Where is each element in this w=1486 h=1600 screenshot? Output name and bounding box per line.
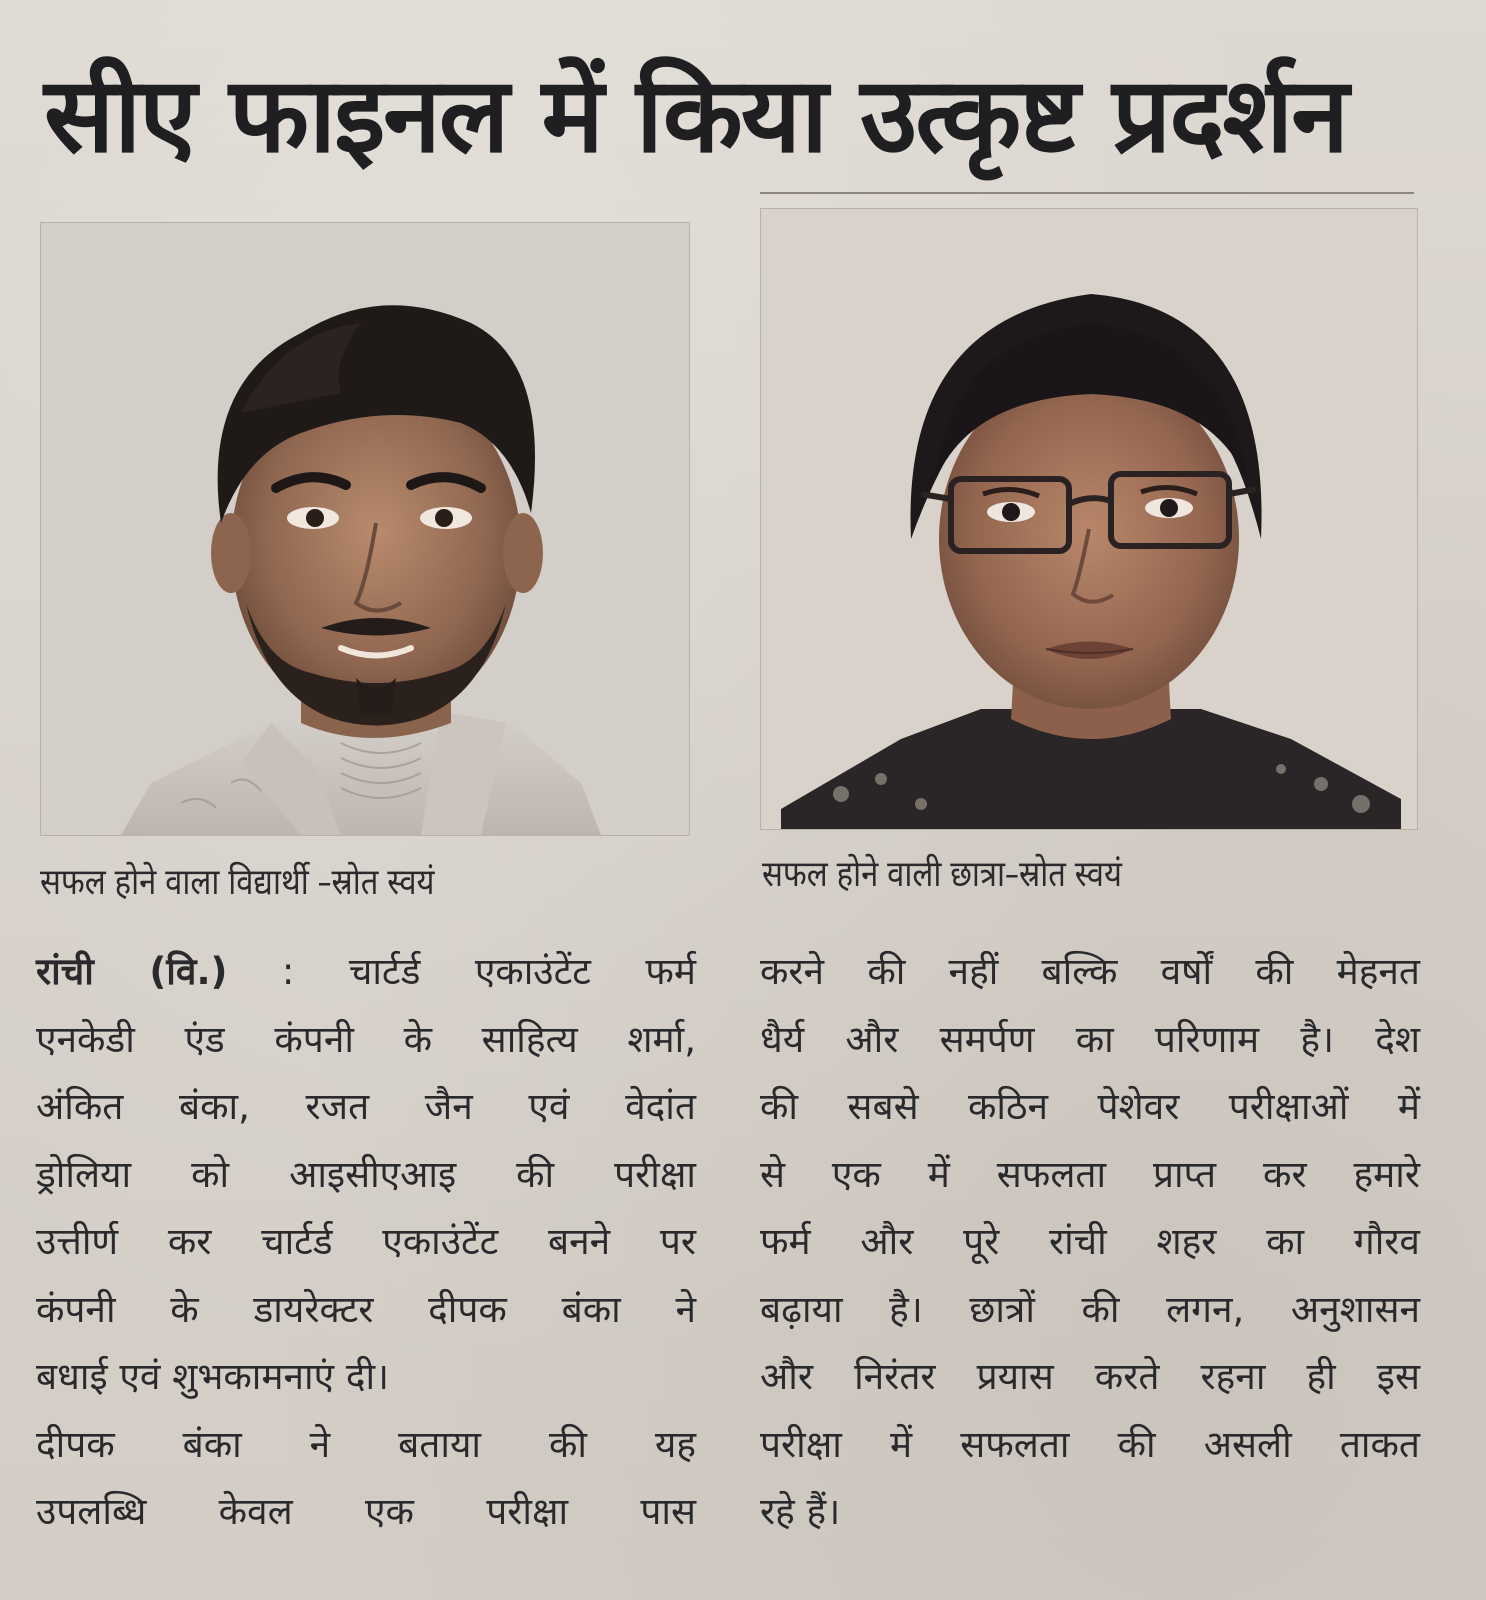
body-line: ड्रोलिया को आइसीएआइ की परीक्षा — [36, 1152, 696, 1196]
article-body-right-column — [760, 938, 1420, 1546]
body-line: रहे हैं। — [760, 1490, 841, 1533]
student-photo — [40, 222, 690, 836]
dateline: रांची (वि.) — [36, 950, 228, 993]
female-student-photo — [760, 208, 1418, 830]
body-line: फर्म और पूरे रांची शहर का गौरव — [760, 1220, 1420, 1263]
male-portrait-image — [41, 223, 689, 835]
body-line: कंपनी के डायरेक्टर दीपक बंका ने — [36, 1287, 696, 1331]
body-line: बढ़ाया है। छात्रों की लगन, अनुशासन — [760, 1287, 1420, 1331]
body-line: उत्तीर्ण कर चार्टर्ड एकाउंटेंट बनने पर — [36, 1220, 696, 1263]
right-photo-caption: सफल होने वाली छात्रा–स्रोत स्वयं — [762, 854, 1122, 895]
body-line-text: : चार्टर्ड एकाउंटेंट फर्म — [281, 950, 696, 993]
body-line: करने की नहीं बल्कि वर्षों की मेहनत — [760, 950, 1420, 993]
body-line — [36, 938, 696, 1006]
body-line: दीपक बंका ने बताया की यह — [36, 1422, 696, 1466]
column-rule — [760, 192, 1414, 194]
headline: सीए फाइनल में किया उत्कृष्ट प्रदर्शन — [44, 54, 1347, 176]
body-line: की सबसे कठिन पेशेवर परीक्षाओं में — [760, 1085, 1420, 1128]
body-line: एनकेडी एंड कंपनी के साहित्य शर्मा, — [36, 1017, 696, 1061]
body-line: से एक में सफलता प्राप्त कर हमारे — [760, 1152, 1420, 1196]
body-line: अंकित बंका, रजत जैन एवं वेदांत — [36, 1085, 696, 1128]
body-line: धैर्य और समर्पण का परिणाम है। देश — [760, 1017, 1420, 1061]
body-line: परीक्षा में सफलता की असली ताकत — [760, 1422, 1420, 1466]
article-body-left-column — [36, 938, 696, 1546]
female-portrait-image — [761, 209, 1417, 829]
body-line: और निरंतर प्रयास करते रहना ही इस — [760, 1355, 1420, 1398]
left-photo-caption: सफल होने वाला विद्यार्थी –स्रोत स्वयं — [40, 862, 435, 903]
body-line: बधाई एवं शुभकामनाएं दी। — [36, 1355, 390, 1398]
body-line: उपलब्धि केवल एक परीक्षा पास — [36, 1490, 696, 1533]
